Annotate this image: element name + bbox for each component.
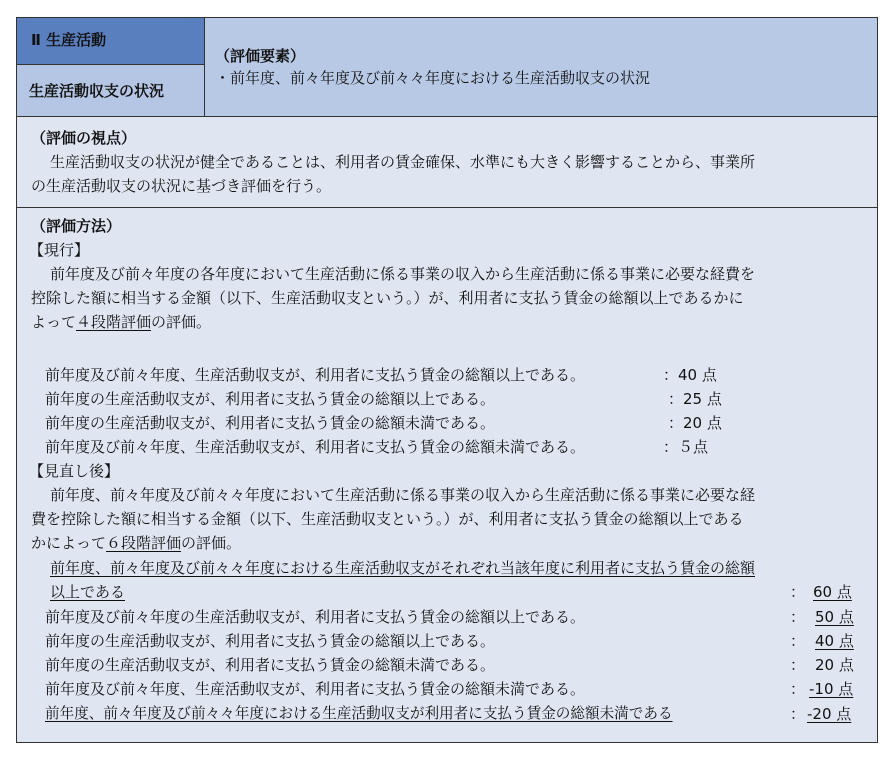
current-row-text: 前年度の生産活動収支が、利用者に支払う賃金の総額以上である。	[45, 390, 496, 408]
revised-row-text: 前年度、前々年度及び前々々年度における生産活動収支が利用者に支払う賃金の総額未満である	[45, 705, 673, 722]
revised-row-colon: ：	[790, 705, 806, 723]
grading-scale: ４段階評価	[76, 313, 152, 331]
current-line: 前年度及び前々年度の各年度において生産活動に係る事業の収入から生産活動に係る事業に必要な経費を	[50, 265, 756, 283]
current-row-text: 前年度及び前々年度、生産活動収支が、利用者に支払う賃金の総額以上である。	[45, 366, 586, 384]
current-label: 【現行】	[29, 241, 90, 259]
elements-text: ・前年度、前々年度及び前々々年度における生産活動収支の状況	[215, 69, 651, 87]
viewpoint-section	[17, 117, 877, 207]
revised-row-score: 40 点	[815, 632, 854, 650]
viewpoint-line: 生産活動収支の状況が健全であることは、利用者の賃金確保、水準にも大きく影響することから、事業所	[50, 153, 756, 171]
revised-row-colon: ：	[790, 632, 806, 650]
viewpoint-heading: （評価の視点）	[31, 129, 137, 147]
revised-row-score: -20 点	[807, 705, 852, 723]
text-fragment: よって	[31, 313, 77, 331]
current-row-text: 前年度の生産活動収支が、利用者に支払う賃金の総額未満である。	[45, 414, 496, 432]
current-row-score: ：５点	[663, 438, 709, 456]
viewpoint-line: の生産活動収支の状況に基づき評価を行う。	[31, 177, 332, 195]
current-row-score: ：40 点	[663, 366, 717, 384]
revised-row-colon: ：	[790, 608, 806, 626]
revised-row-colon: ：	[790, 680, 806, 698]
revised-line: 費を控除した額に相当する金額（以下、生産活動収支という。）が、利用者に支払う賃金の総額以上である	[31, 510, 744, 528]
revised-row-text: 前年度、前々年度及び前々々年度における生産活動収支がそれぞれ当該年度に利用者に支払う賃金の総額	[50, 559, 756, 577]
elements-heading: （評価要素）	[215, 47, 306, 65]
revised-row-colon: ：	[790, 583, 806, 601]
revised-row-score: 60 点	[813, 583, 852, 601]
revised-row-text: 前年度の生産活動収支が、利用者に支払う賃金の総額未満である。	[45, 656, 496, 674]
revised-row-text: 前年度の生産活動収支が、利用者に支払う賃金の総額以上である。	[45, 632, 496, 650]
category-title: Ⅱ 生産活動	[31, 31, 107, 49]
text-fragment: かによって	[31, 534, 107, 552]
text-fragment: の評価。	[181, 534, 242, 552]
current-line: 控除した額に相当する金額（以下、生産活動収支という。）が、利用者に支払う賃金の総額以上であるかに	[31, 289, 744, 307]
revised-line	[31, 533, 241, 553]
category-cell	[17, 18, 205, 64]
current-line	[31, 312, 211, 332]
revised-row-text: 以上である	[50, 583, 126, 601]
method-section	[17, 208, 877, 742]
table-header	[17, 18, 877, 117]
current-row-text: 前年度及び前々年度、生産活動収支が、利用者に支払う賃金の総額未満である。	[45, 438, 586, 456]
text-fragment: の評価。	[151, 313, 212, 331]
revised-row-score: 20 点	[815, 656, 854, 674]
elements-cell	[205, 18, 877, 117]
current-row-score: ：25 点	[668, 390, 722, 408]
revised-row-score: 50 点	[815, 608, 854, 626]
revised-row-text: 前年度及び前々年度の生産活動収支が、利用者に支払う賃金の総額以上である。	[45, 608, 586, 626]
item-title: 生産活動収支の状況	[29, 82, 165, 100]
item-cell	[17, 64, 205, 117]
revised-row-score: -10 点	[809, 680, 854, 698]
revised-row-colon: ：	[790, 656, 806, 674]
revised-label: 【見直し後】	[29, 462, 120, 480]
revised-line: 前年度、前々年度及び前々々年度において生産活動に係る事業の収入から生産活動に係る事業に必要な経	[50, 486, 756, 504]
grading-scale: ６段階評価	[106, 534, 182, 552]
method-heading: （評価方法）	[31, 217, 122, 235]
revised-row-text: 前年度及び前々年度、生産活動収支が、利用者に支払う賃金の総額未満である。	[45, 680, 586, 698]
current-row-score: ：20 点	[668, 414, 722, 432]
evaluation-table	[16, 17, 878, 743]
